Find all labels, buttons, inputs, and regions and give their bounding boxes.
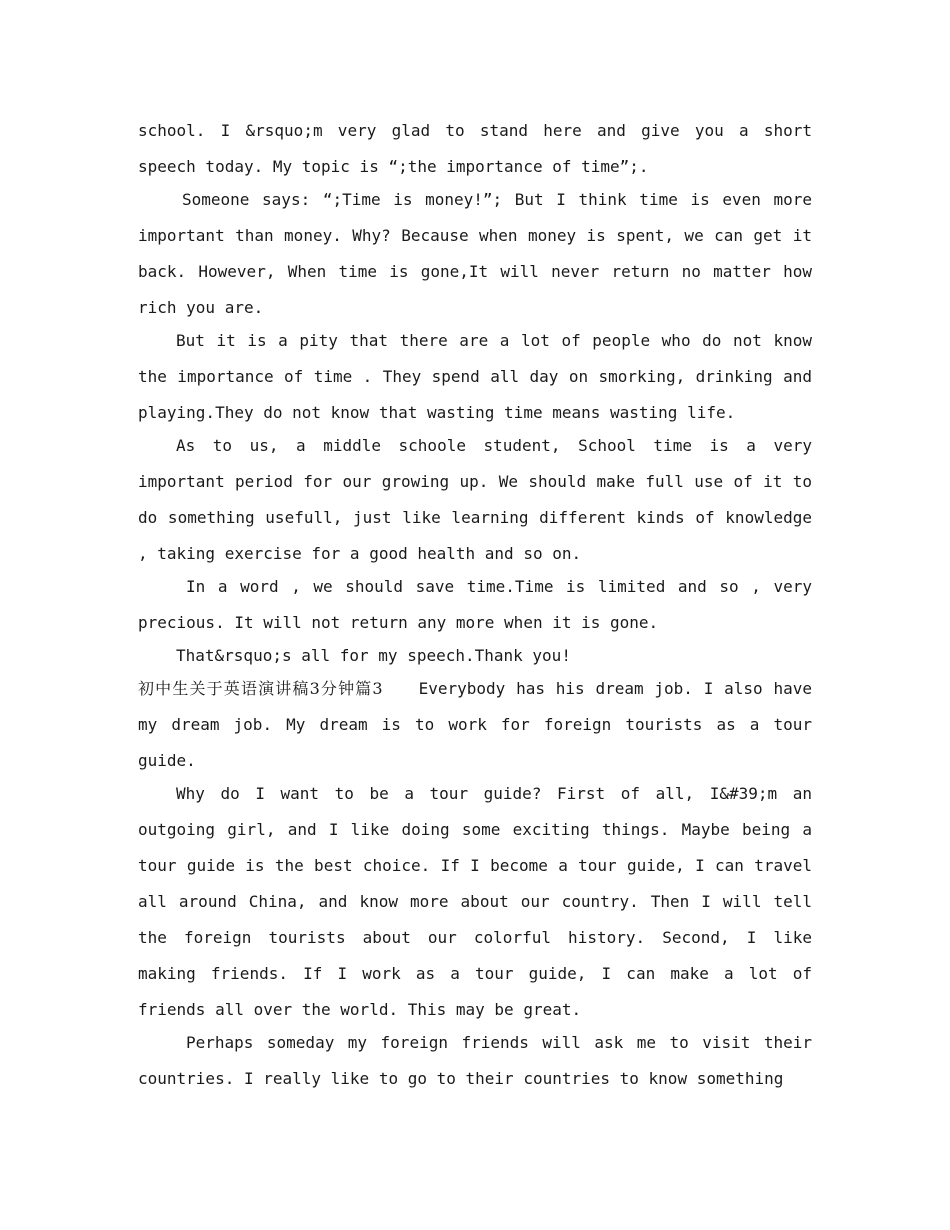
- paragraph-closing: That&rsquo;s all for my speech.Thank you!: [176, 646, 571, 665]
- paragraph-tour-guide: Why do I want to be a tour guide? First of all, I&#39;m an outgoing girl, and I like doing some exciting things. Maybe being a tour guide is the best choice. If I become a tour guide, I can travel all around China, and know more about our country. Then I will tell the foreign tourists about our colorful history. Second, I like making friends. If I work as a tour guide, I can make a lot of friends all over the world. This may be great.: [138, 784, 812, 1019]
- paragraph-school-time: As to us, a middle schoole student, School time is a very important period for our growing up. We should make full use of it to do something usefull, just like learning different kinds of knowledge , taking exercise for a good health and so on.: [138, 436, 812, 563]
- paragraph-in-a-word: In a word , we should save time.Time is limited and so , very precious. It will not return any more when it is gone.: [138, 577, 812, 632]
- document-body: [138, 113, 812, 1094]
- paragraph-section-start: [138, 671, 812, 779]
- paragraph-intro: school. I &rsquo;m very glad to stand here and give you a short speech today. My topic is “;the importance of time”;.: [138, 121, 812, 176]
- section-heading: 初中生关于英语演讲稿3分钟篇3: [138, 679, 383, 698]
- paragraph-time-is-money: Someone says: “;Time is money!”; But I think time is even more important than money. Why? Because when money is spent, we can get it back. However, When time is gone,It will never return no matter how rich you are.: [138, 190, 812, 317]
- paragraph-pity: But it is a pity that there are a lot of people who do not know the importance of time . They spend all day on smorking, drinking and playing.They do not know that wasting time means wasting life.: [138, 331, 812, 422]
- paragraph-dream-job: Everybody has his dream job. I also have my dream job. My dream is to work for foreign tourists as a tour guide.: [138, 679, 812, 770]
- paragraph-someday: Perhaps someday my foreign friends will ask me to visit their countries. I really like to go to their countries to know something: [138, 1033, 812, 1088]
